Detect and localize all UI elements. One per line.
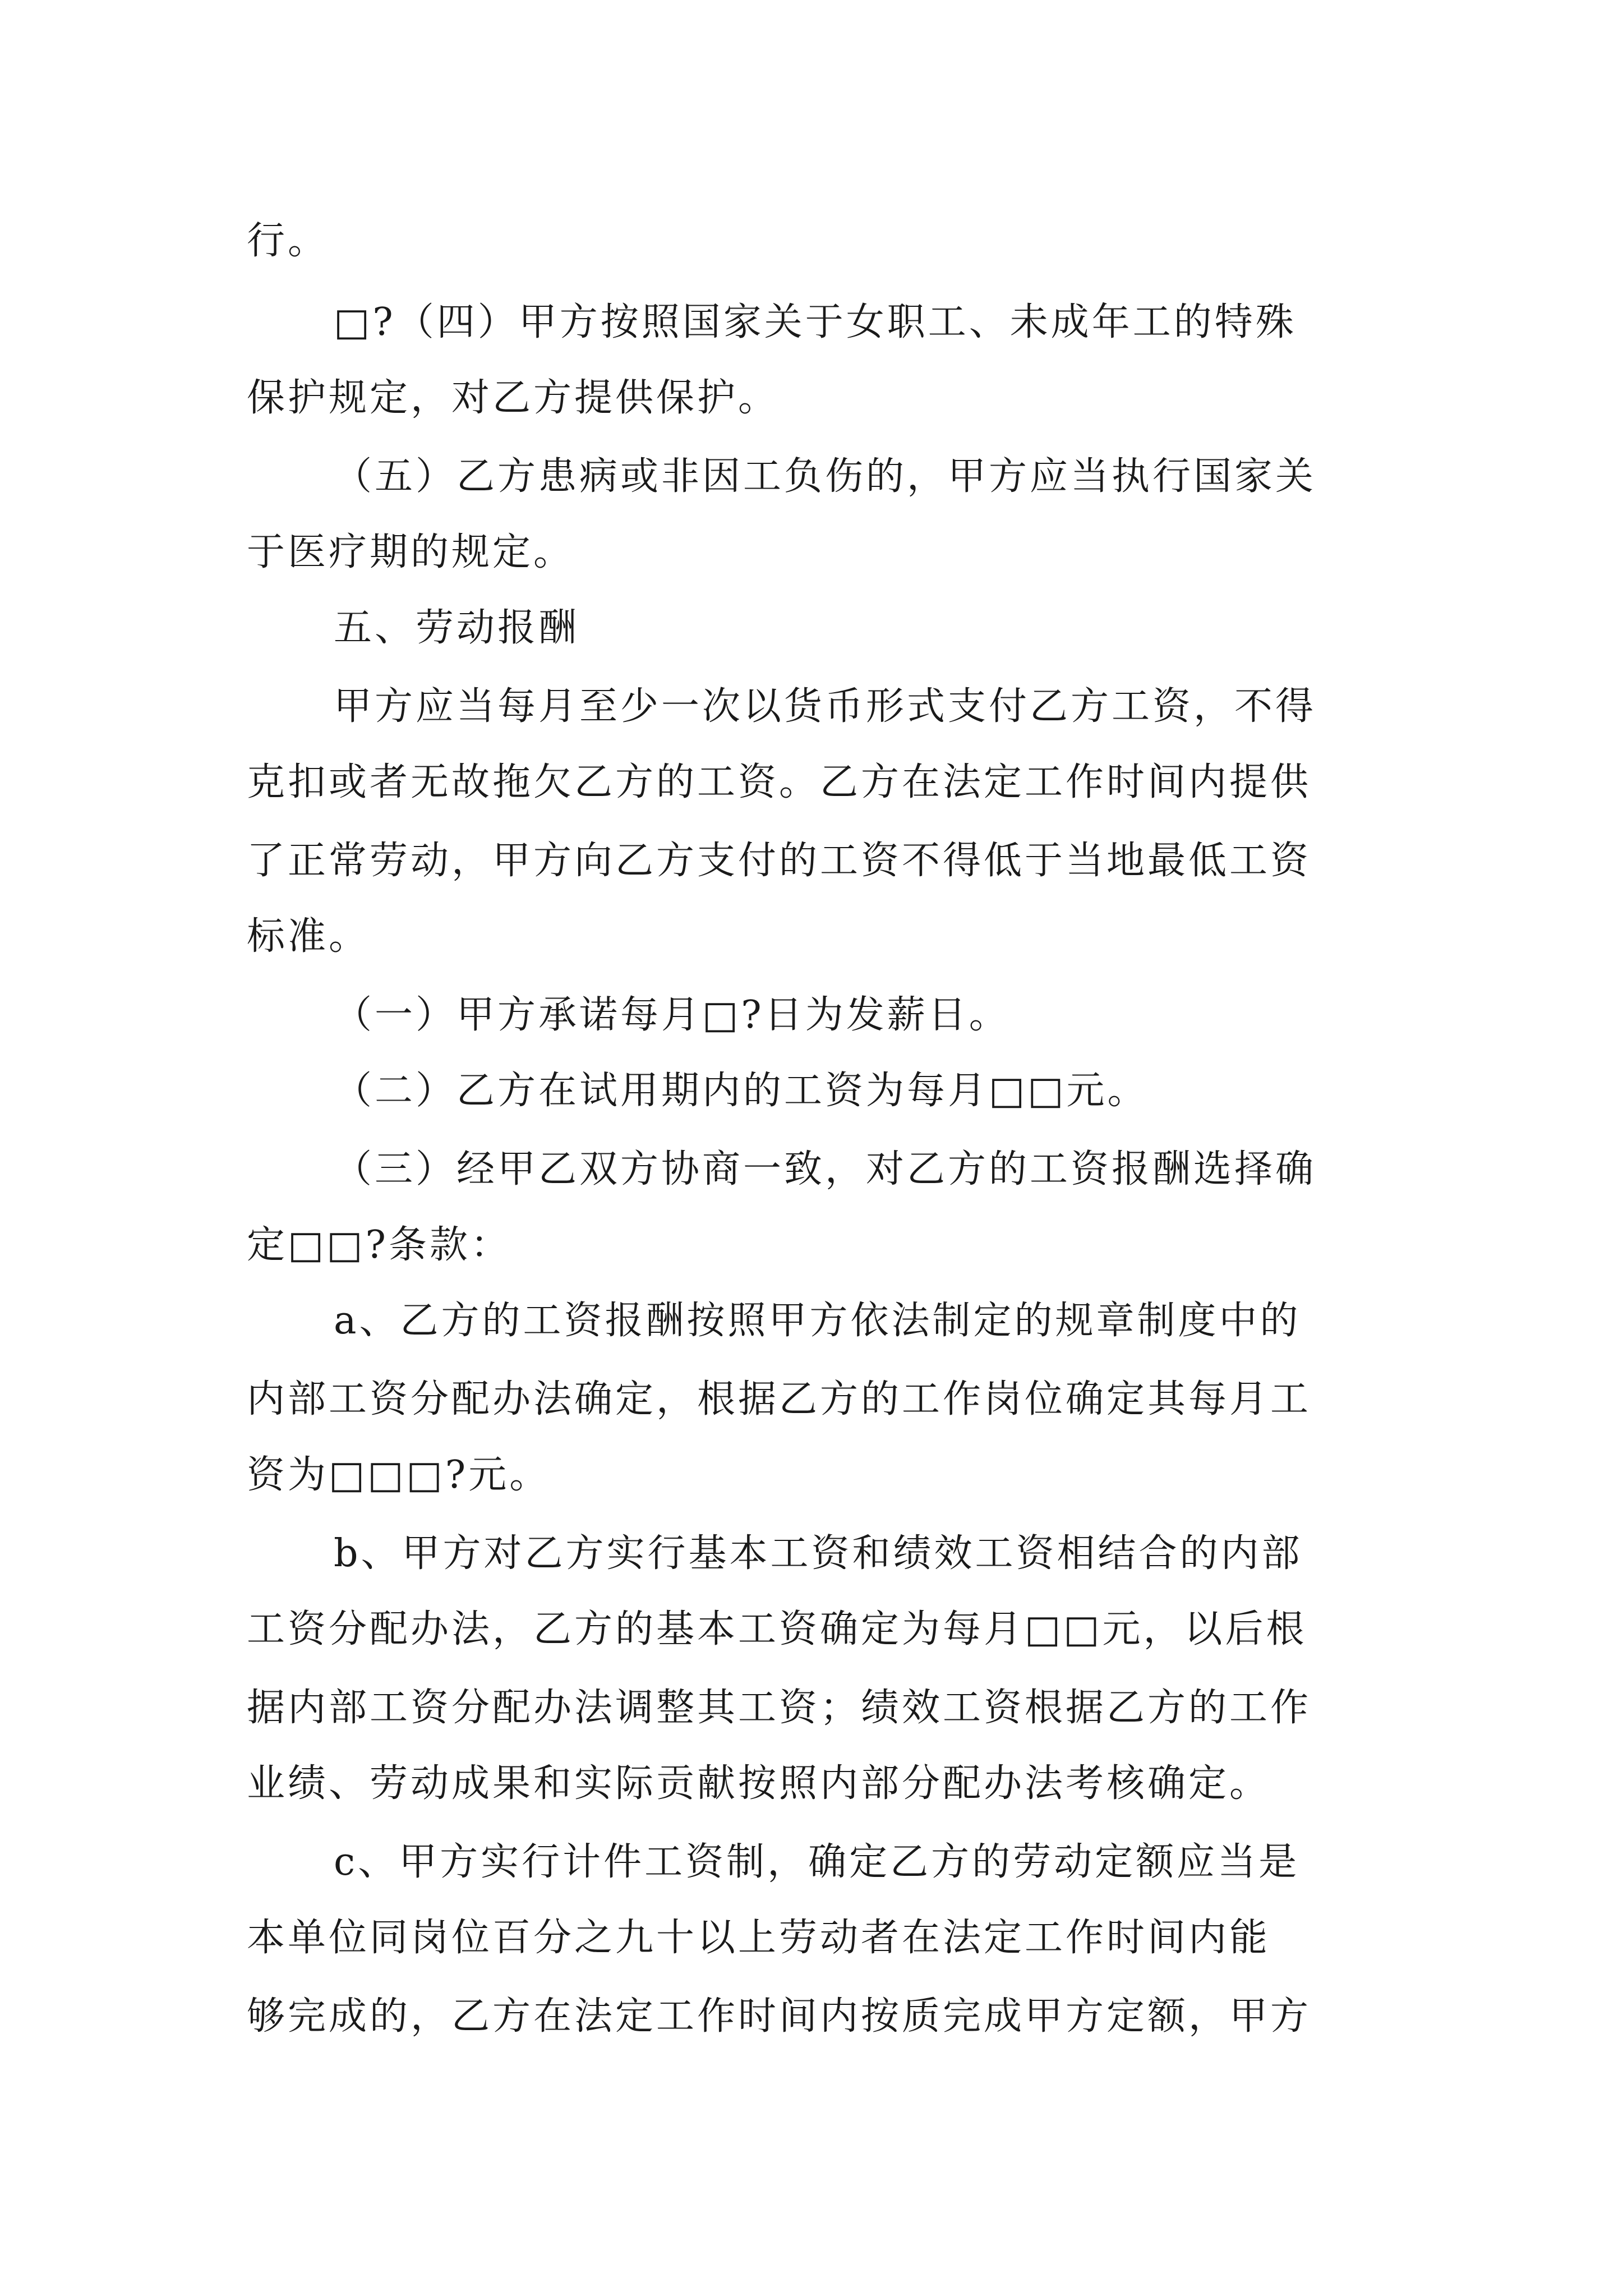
text-line: 本单位同岗位百分之九十以上劳动者在法定工作时间内能 — [247, 1916, 1271, 1960]
text-line: b、甲方对乙方实行基本工资和绩效工资相结合的内部 — [334, 1531, 1303, 1576]
text-line: 内部工资分配办法确定，根据乙方的工作岗位确定其每月工 — [247, 1377, 1312, 1421]
text-line: 标准。 — [247, 914, 370, 959]
text-line: （一）甲方承诺每月□?日为发薪日。 — [334, 993, 1010, 1037]
text-line: 够完成的，乙方在法定工作时间内按质完成甲方定额，甲方 — [247, 1994, 1312, 2039]
text-line: 了正常劳动，甲方向乙方支付的工资不得低于当地最低工资 — [247, 839, 1312, 883]
text-line: 定□□?条款： — [247, 1223, 511, 1267]
text-line: 工资分配办法，乙方的基本工资确定为每月□□元，以后根 — [247, 1607, 1307, 1651]
text-line: 据内部工资分配办法调整其工资；绩效工资根据乙方的工作 — [247, 1686, 1312, 1730]
text-line: （二）乙方在试用期内的工资为每月□□元。 — [334, 1069, 1149, 1113]
text-line: 于医疗期的规定。 — [247, 530, 575, 574]
text-line: 行。 — [247, 219, 329, 263]
text-line: a、乙方的工资报酬按照甲方依法制定的规章制度中的 — [334, 1299, 1301, 1343]
text-line: 克扣或者无故拖欠乙方的工资。乙方在法定工作时间内提供 — [247, 760, 1312, 804]
text-line: 资为□□□?元。 — [247, 1453, 551, 1497]
text-line: □?（四）甲方按照国家关于女职工、未成年工的特殊 — [334, 300, 1297, 344]
text-line: 业绩、劳动成果和实际贡献按照内部分配办法考核确定。 — [247, 1761, 1271, 1806]
text-line: （五）乙方患病或非因工负伤的，甲方应当执行国家关 — [334, 454, 1317, 499]
section-heading: 五、劳动报酬 — [334, 606, 580, 650]
text-line: 甲方应当每月至少一次以货币形式支付乙方工资，不得 — [334, 684, 1317, 729]
text-line: （三）经甲乙双方协商一致，对乙方的工资报酬选择确 — [334, 1147, 1317, 1191]
text-line: 保护规定，对乙方提供保护。 — [247, 376, 780, 420]
text-line: c、甲方实行计件工资制，确定乙方的劳动定额应当是 — [334, 1840, 1300, 1884]
